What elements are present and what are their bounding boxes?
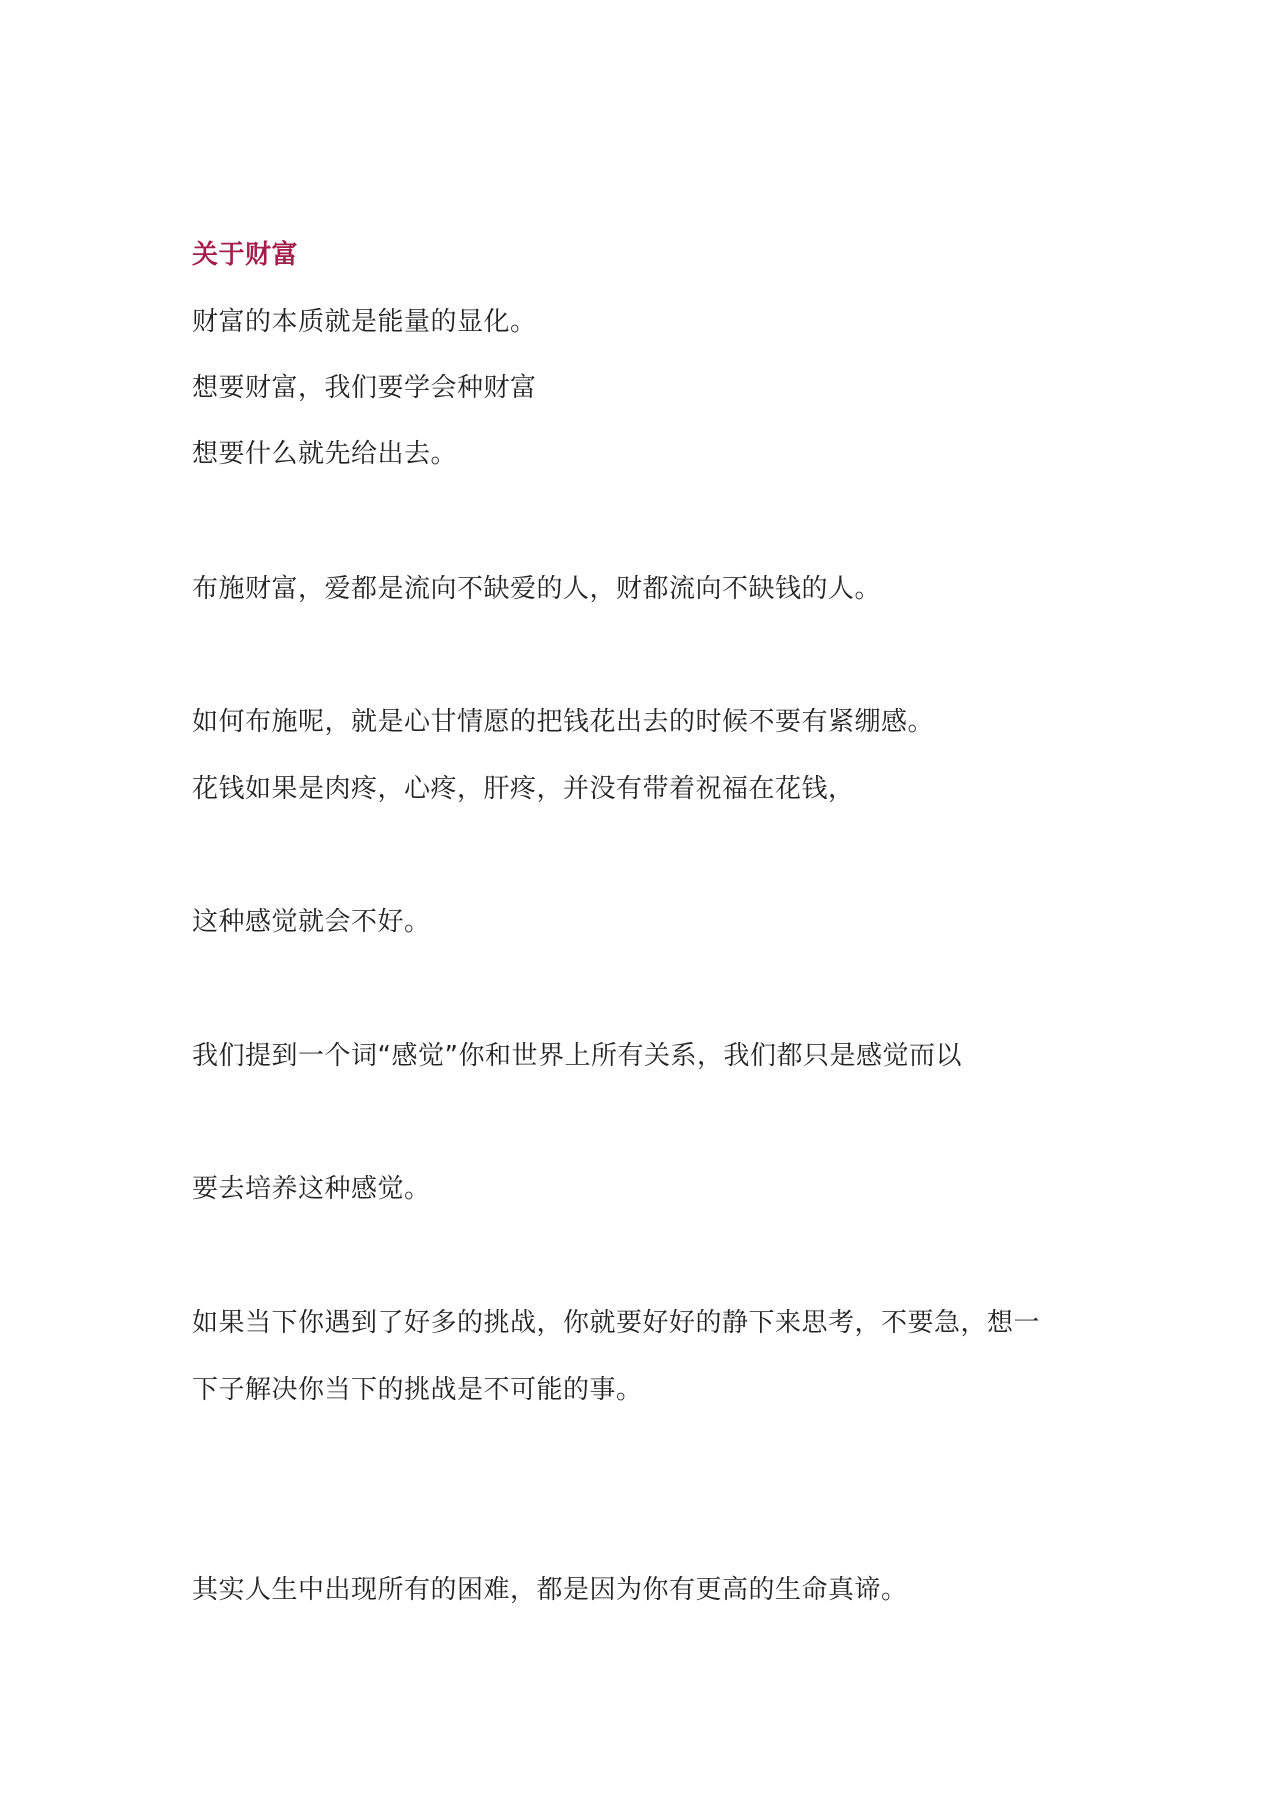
paragraph-line: 如何布施呢，就是心甘情愿的把钱花出去的时候不要有紧绷感。 xyxy=(192,707,935,737)
paragraph-line: 想要财富，我们要学会种财富 xyxy=(192,373,537,403)
section-title: 关于财富 xyxy=(192,240,299,270)
paragraph-line: 财富的本质就是能量的显化。 xyxy=(192,307,537,337)
paragraph-line: 我们提到一个词“感觉”你和世界上所有关系，我们都只是感觉而以 xyxy=(192,1041,962,1071)
paragraph-line: 下子解决你当下的挑战是不可能的事。 xyxy=(192,1375,643,1405)
paragraph-line: 想要什么就先给出去。 xyxy=(192,439,458,469)
paragraph-line: 要去培养这种感觉。 xyxy=(192,1174,431,1204)
paragraph-line: 如果当下你遇到了好多的挑战，你就要好好的静下来思考，不要急，想一 xyxy=(192,1308,1041,1338)
paragraph-line: 花钱如果是肉疼，心疼，肝疼，并没有带着祝福在花钱， xyxy=(192,774,855,804)
paragraph-line: 布施财富，爱都是流向不缺爱的人，财都流向不缺钱的人。 xyxy=(192,574,882,604)
paragraph-line: 其实人生中出现所有的困难，都是因为你有更高的生命真谛。 xyxy=(192,1575,908,1605)
paragraph-line: 这种感觉就会不好。 xyxy=(192,907,431,937)
